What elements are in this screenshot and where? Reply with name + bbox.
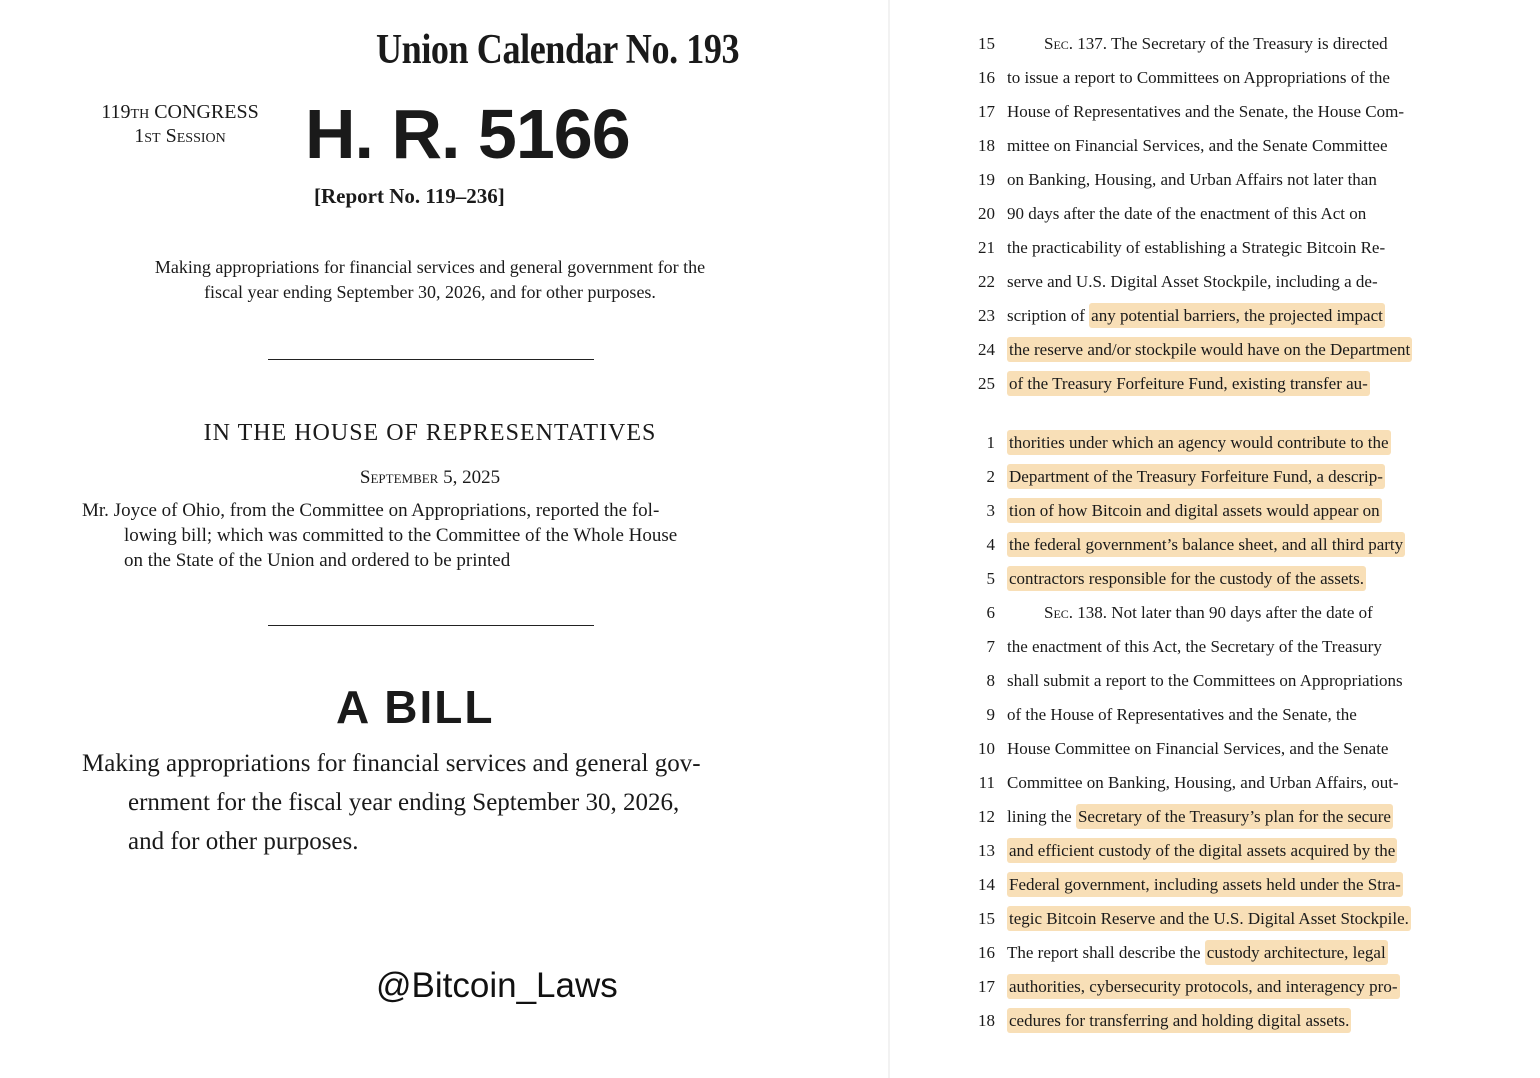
watermark-handle: @Bitcoin_Laws [376,966,618,1005]
bill-text-line [890,197,1540,231]
report-date: September 5, 2025 [359,467,501,488]
long-title-line: Making appropriations for financial services and general gov- [82,750,701,777]
line-text [1007,562,1366,596]
line-text [1007,970,1400,1004]
bill-text-line [890,367,1540,401]
line-number: 15 [978,909,995,928]
line-number: 16 [978,943,995,962]
line-text [1007,460,1385,494]
line-text [1007,800,1393,834]
bill-text-line [890,596,1540,630]
bill-text-line [890,902,1540,936]
highlighted-text: the reserve and/or stockpile would have on the Department [1007,337,1412,362]
text-segment: serve and U.S. Digital Asset Stockpile, including a de- [1007,272,1378,291]
bill-text-line [890,1004,1540,1038]
line-number: 16 [978,68,995,87]
bill-text-line [890,426,1540,460]
short-title [90,255,770,305]
line-text [1007,61,1390,95]
line-text [1007,698,1357,732]
line-text [1007,299,1385,333]
bill-text-line [890,868,1540,902]
highlighted-text: cedures for transferring and holding digital assets. [1007,1008,1351,1033]
line-number: 13 [978,841,995,860]
line-text [1007,664,1403,698]
house-heading: IN THE HOUSE OF REPRESENTATIVES [203,420,657,446]
text-segment: Committee on Banking, Housing, and Urban Affairs, out- [1007,773,1399,792]
line-number: 10 [978,739,995,758]
sponsor-line: on the State of the Union and ordered to be printed [124,550,511,571]
highlighted-text: thorities under which an agency would contribute to the [1007,430,1391,455]
line-text [1007,231,1385,265]
bill-text-line [890,630,1540,664]
long-title [82,744,782,861]
bill-text-line [890,61,1540,95]
bill-text-line [890,265,1540,299]
line-number: 6 [986,603,995,622]
line-number: 20 [978,204,995,223]
congress-session-block [82,100,278,148]
line-text [1007,630,1382,664]
line-text [1007,1004,1351,1038]
text-segment: to issue a report to Committees on Appropriations of the [1007,68,1390,87]
line-number: 1 [986,433,995,452]
line-text [1007,494,1382,528]
bill-text-line [890,95,1540,129]
line-text [1007,129,1388,163]
highlighted-text: tion of how Bitcoin and digital assets would appear on [1007,498,1382,523]
short-title-line: Making appropriations for financial services and general government for the [154,257,706,277]
line-number: 14 [978,875,995,894]
highlighted-text: tegic Bitcoin Reserve and the U.S. Digital Asset Stockpile. [1007,906,1411,931]
line-text [1007,163,1377,197]
text-segment: lining the [1007,807,1076,826]
line-number: 23 [978,306,995,325]
line-number: 4 [986,535,995,554]
text-segment: 90 days after the date of the enactment of this Act on [1007,204,1367,223]
text-segment: House of Representatives and the Senate, the House Com- [1007,102,1405,121]
bill-text-line [890,970,1540,1004]
sponsor-line: Mr. Joyce of Ohio, from the Committee on Appropriations, reported the fol- [82,500,660,521]
highlighted-text: Secretary of the Treasury’s plan for the secure [1076,804,1393,829]
divider-rule [268,625,594,626]
bill-text-line [890,698,1540,732]
union-calendar-number: Union Calendar No. 193 [376,27,740,73]
short-title-line: fiscal year ending September 30, 2026, and for other purposes. [204,282,656,302]
line-text [1044,596,1373,630]
bill-text-line [890,562,1540,596]
line-number: 5 [986,569,995,588]
sponsor-line: lowing bill; which was committed to the Committee of the Whole House [124,525,678,546]
long-title-line: and for other purposes. [128,828,359,855]
line-number: 8 [986,671,995,690]
line-text [1007,426,1391,460]
line-number: 21 [978,238,995,257]
session-label: 1st Session [134,125,226,147]
line-text [1007,902,1411,936]
line-number: 17 [978,977,995,996]
line-number: 7 [986,637,995,656]
highlighted-text: any potential barriers, the projected impact [1089,303,1385,328]
line-number: 19 [978,170,995,189]
line-number: 18 [978,136,995,155]
line-number: 12 [978,807,995,826]
text-segment: Not later than 90 days after the date of [1107,603,1373,622]
line-text [1007,732,1388,766]
line-number: 22 [978,272,995,291]
line-number: 15 [978,34,995,53]
highlighted-text: and efficient custody of the digital assets acquired by the [1007,838,1397,863]
bill-text-line [890,834,1540,868]
long-title-line: ernment for the fiscal year ending September 30, 2026, [128,789,680,816]
bill-text-line [890,333,1540,367]
line-number: 24 [978,340,995,359]
bill-text-line [890,494,1540,528]
text-segment: shall submit a report to the Committees on Appropriations [1007,671,1403,690]
report-number: [Report No. 119–236] [314,184,505,208]
bill-text-line [890,163,1540,197]
line-text [1007,868,1403,902]
line-number: 11 [978,773,995,792]
line-text [1007,528,1405,562]
bill-number: H. R. 5166 [305,95,630,173]
highlighted-text: contractors responsible for the custody of the assets. [1007,566,1366,591]
highlighted-text: of the Treasury Forfeiture Fund, existing transfer au- [1007,371,1370,396]
line-number: 18 [978,1011,995,1030]
highlighted-text: Federal government, including assets held under the Stra- [1007,872,1403,897]
bill-text-line [890,732,1540,766]
bill-text-line [890,231,1540,265]
congress-label: 119th CONGRESS [101,101,259,123]
line-number: 2 [986,467,995,486]
bill-text-line [890,299,1540,333]
line-text [1044,27,1388,61]
divider-rule [268,359,594,360]
text-segment: of the House of Representatives and the Senate, the [1007,705,1357,724]
text-segment: House Committee on Financial Services, and the Senate [1007,739,1389,758]
line-number: 9 [986,705,995,724]
bill-text-line [890,27,1540,61]
bill-text-line [890,664,1540,698]
line-text [1007,265,1378,299]
bill-heading: A BILL [336,681,495,733]
line-text [1007,936,1388,970]
line-text [1007,766,1399,800]
bill-text-page [890,0,1540,1078]
bill-text-line [890,800,1540,834]
highlighted-text: authorities, cybersecurity protocols, and interagency pro- [1007,974,1400,999]
highlighted-text: the federal government’s balance sheet, and all third party [1007,532,1405,557]
bill-text-line [890,936,1540,970]
bill-text-line [890,528,1540,562]
text-segment: The Secretary of the Treasury is directed [1107,34,1388,53]
line-text [1007,95,1404,129]
highlighted-text: custody architecture, legal [1205,940,1388,965]
line-text [1007,333,1412,367]
text-segment: on Banking, Housing, and Urban Affairs not later than [1007,170,1377,189]
bill-text-line [890,129,1540,163]
text-segment: The report shall describe the [1007,943,1205,962]
line-text [1007,367,1370,401]
text-segment: the practicability of establishing a Strategic Bitcoin Re- [1007,238,1386,257]
text-segment: scription of [1007,306,1090,325]
text-segment: the enactment of this Act, the Secretary of the Treasury [1007,637,1382,656]
line-number: 25 [978,374,995,393]
highlighted-text: Department of the Treasury Forfeiture Fund, a descrip- [1007,464,1385,489]
sponsor-statement [82,498,780,573]
line-number: 17 [978,102,995,121]
bill-text-line [890,766,1540,800]
section-label: Sec. 138. [1044,603,1108,622]
line-text [1007,197,1366,231]
section-label: Sec. 137. [1044,34,1108,53]
line-number: 3 [986,501,995,520]
bill-text-line [890,460,1540,494]
line-text [1007,834,1397,868]
text-segment: mittee on Financial Services, and the Senate Committee [1007,136,1388,155]
